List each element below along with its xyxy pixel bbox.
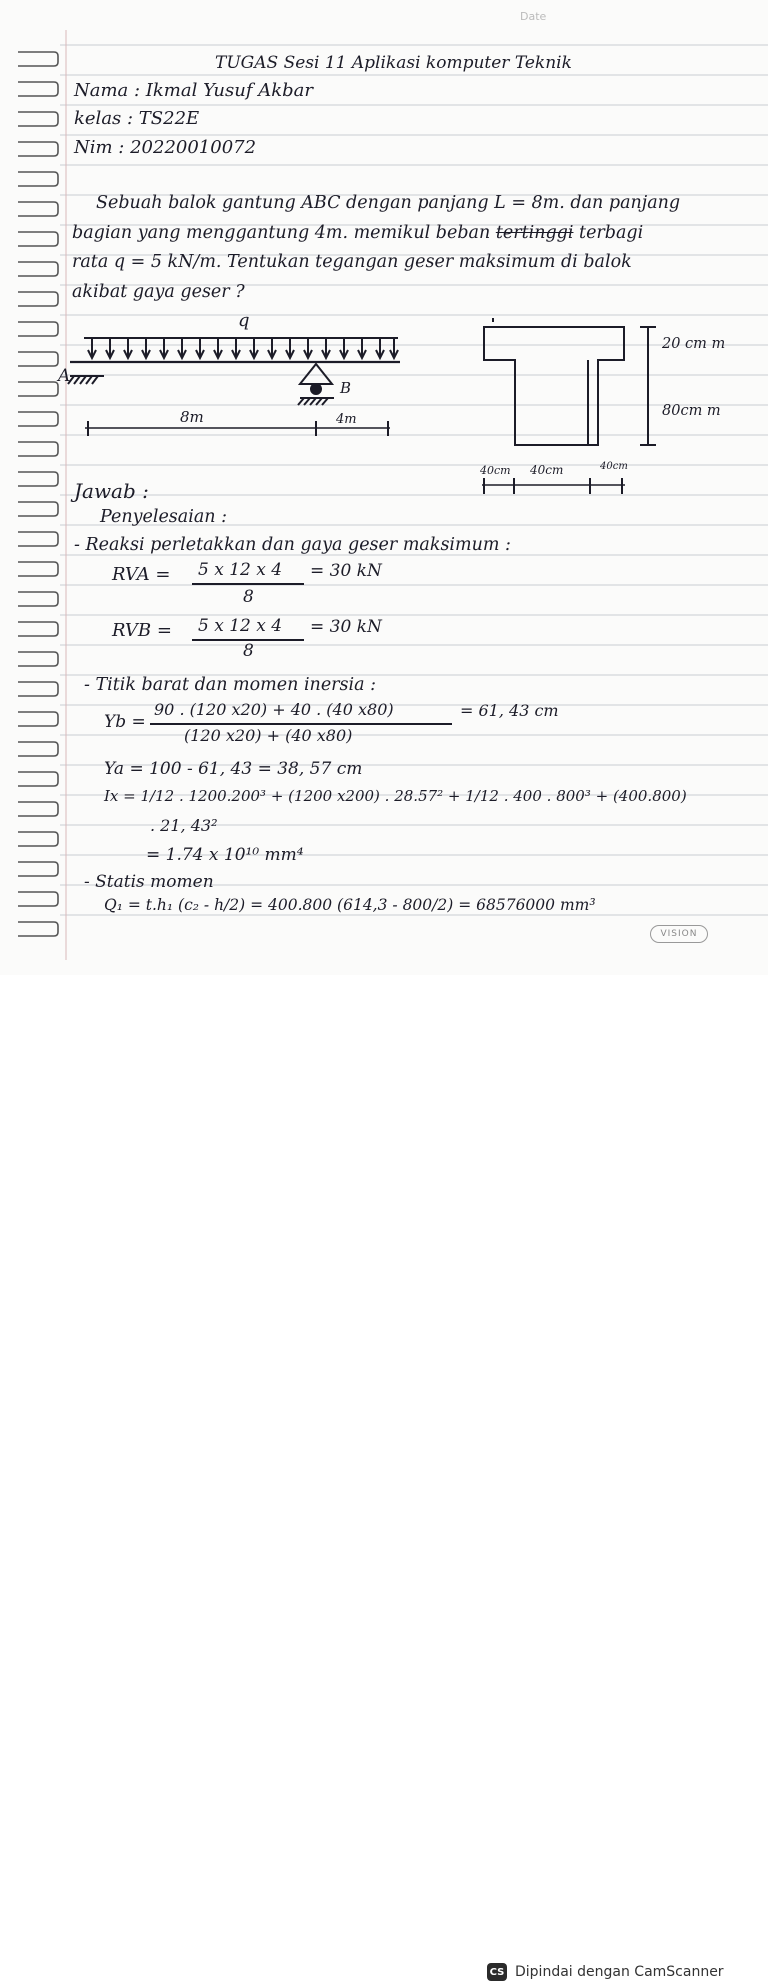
camscanner-badge [487,1963,724,1981]
problem-line-2-start: bagian yang menggantung 4m. memikul beban [72,223,491,243]
support-b-label: B [340,379,352,397]
yb-numerator: 90 . (120 x20) + 40 . (40 x80) [154,700,394,719]
rvb-label: RVB = [112,620,172,641]
centroid-heading: - Titik barat dan momen inersia : [84,675,377,695]
ix-line-2: . 21, 43² [150,816,218,835]
rva-denominator: 8 [243,587,254,607]
student-name: Nama : Ikmal Yusuf Akbar [74,80,313,101]
support-b-roller [298,364,334,405]
reactions-heading: - Reaksi perletakkan dan gaya geser maksimum : [74,535,511,555]
load-label: q [238,310,250,331]
rva-numerator: 5 x 12 x 4 [198,560,283,580]
yb-fraction-bar [150,723,452,725]
yb-label: Yb = [104,712,146,732]
static-moment-heading: - Statis momen [84,872,214,892]
camscanner-logo-icon: CS [487,1963,507,1981]
struck-word: tertinggi [495,223,574,243]
problem-line-2-end: terbagi [579,223,644,243]
span-label: 8m [180,408,204,426]
flange-height-label: 20 cm m [662,336,726,352]
web-height-label: 80cm m [662,403,721,419]
student-class: kelas : TS22E [74,108,200,129]
camscanner-text: Dipindai dengan CamScanner [515,1964,724,1980]
rvb-denominator: 8 [243,641,254,661]
dim-right-label: 40cm [600,461,628,472]
problem-line-3: rata q = 5 kN/m. Tentukan tegangan geser maksimum di balok [72,252,632,272]
rvb-result: = 30 kN [310,617,382,637]
scanner-footer [0,975,768,1980]
rvb-numerator: 5 x 12 x 4 [198,616,283,636]
answer-heading: Jawab : [74,479,149,503]
rva-label: RVA = [112,564,171,585]
distributed-load-arrows [88,338,398,358]
ix-line-1: Ix = 1/12 . 1200.200³ + (1200 x200) . 28.57² + 1/12 . 400 . 800³ + (400.800) [104,787,687,805]
ya-line: Ya = 100 - 61, 43 = 38, 57 cm [104,759,363,779]
problem-line-1: Sebuah balok gantung ABC dengan panjang L = 8m. dan panjang [96,193,681,213]
yb-denominator: (120 x20) + (40 x80) [184,726,353,745]
dim-left-label: 40cm [480,464,511,477]
problem-line-4: akibat gaya geser ? [72,282,245,302]
vision-watermark: VISION [650,925,708,943]
notebook-page [0,0,768,975]
overhang-label: 4m [336,412,357,427]
support-a-fixed [68,376,104,384]
student-id: Nim : 20220010072 [74,137,257,158]
ix-line-3: = 1.74 x 10¹⁰ mm⁴ [146,845,304,865]
dim-mid-label: 40cm [530,463,564,477]
support-a-label: A [58,366,71,386]
yb-result: = 61, 43 cm [460,701,559,720]
rva-result: = 30 kN [310,561,382,581]
date-label: Date [520,10,547,23]
rva-fraction-bar [192,583,304,585]
solution-heading: Penyelesaian : [100,507,227,527]
static-moment-line: Q₁ = t.h₁ (c₂ - h/2) = 400.800 (614,3 - 800/2) = 68576000 mm³ [104,896,596,914]
page-title: TUGAS Sesi 11 Aplikasi komputer Teknik [215,53,572,73]
